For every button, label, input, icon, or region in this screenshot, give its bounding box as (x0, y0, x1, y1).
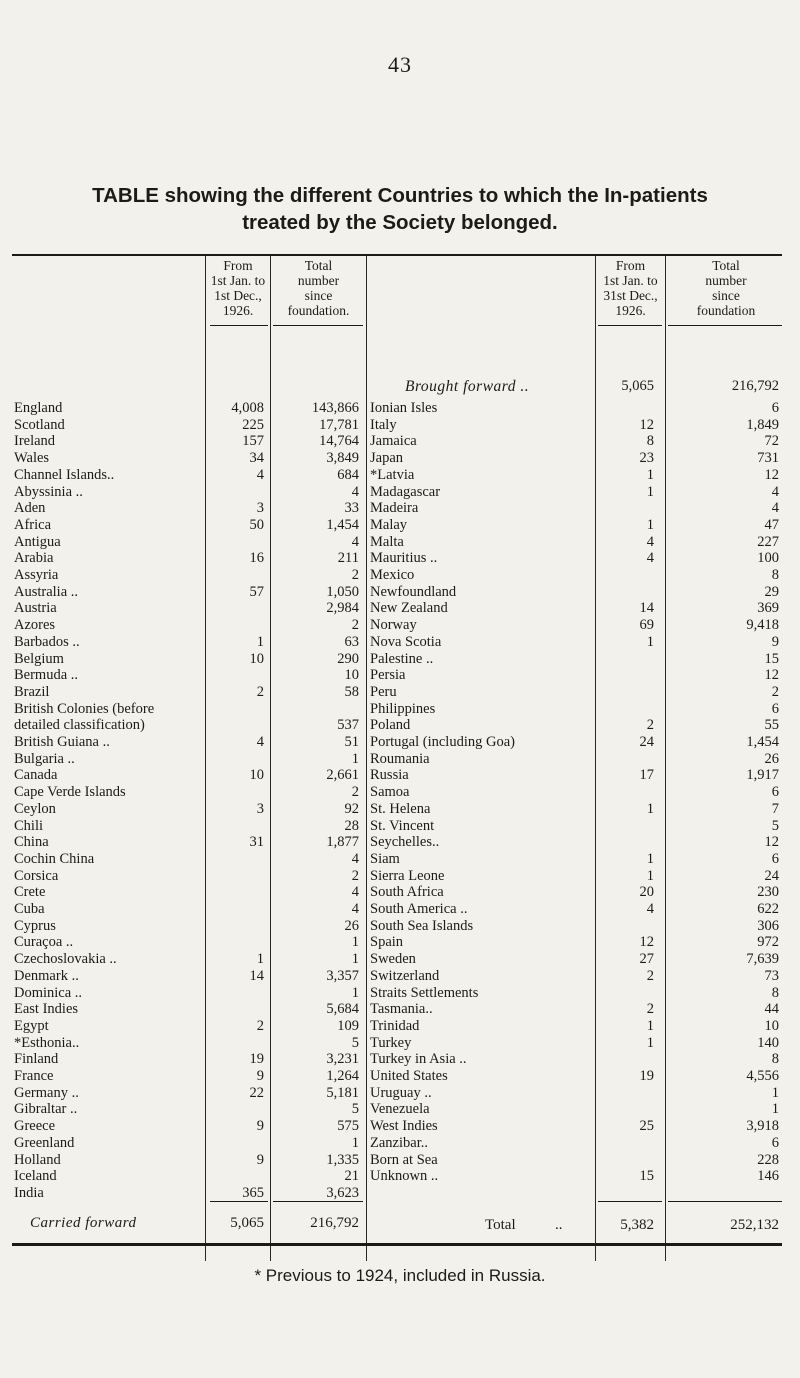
country-name: Bermuda .. (14, 667, 79, 684)
total-count: 684 (337, 466, 359, 483)
country-name: Seychelles.. (370, 834, 440, 851)
year-count: 3 (256, 800, 264, 817)
sum-rule (598, 1201, 662, 1202)
country-name: Unknown .. (370, 1168, 439, 1185)
total-count: 622 (757, 901, 779, 917)
total-count: 8 (771, 984, 779, 1001)
country-name: Bulgaria .. (14, 750, 75, 767)
year-count: 4 (256, 734, 264, 750)
column-divider (366, 256, 367, 1261)
total-count: 47 (764, 516, 779, 533)
sum-rule (210, 1201, 268, 1202)
total-count: 537 (337, 717, 359, 734)
country-name: Mexico (370, 567, 415, 583)
year-count: 20 (639, 884, 654, 901)
total-count: 1,849 (746, 416, 779, 433)
total-count: 44 (764, 1001, 779, 1018)
total-count: 9,418 (746, 617, 779, 634)
country-name: Gibraltar .. (14, 1101, 78, 1118)
country-name: Turkey in Asia .. (370, 1051, 467, 1068)
country-name: *Esthonia.. (14, 1034, 80, 1051)
country-name: Trinidad (370, 1017, 420, 1034)
country-name: Crete (14, 884, 46, 901)
country-name: Zanzibar.. (370, 1134, 428, 1151)
header-underline (210, 325, 268, 326)
country-name: Chili (14, 817, 44, 834)
year-count: 12 (639, 934, 654, 951)
total-count: 4 (351, 901, 359, 917)
year-count: 4 (646, 901, 654, 917)
total-count: 143,866 (311, 400, 359, 416)
header-underline (273, 325, 363, 326)
country-name: Siam (370, 850, 400, 867)
total-count: 4 (771, 483, 779, 500)
country-name: Iceland (14, 1168, 57, 1185)
total-count: 1,917 (746, 767, 779, 784)
total-count: 15 (764, 650, 779, 667)
year-count: 365 (242, 1184, 264, 1201)
year-count: 50 (249, 516, 264, 533)
total-count: 1,264 (326, 1068, 359, 1084)
year-count: 19 (639, 1068, 654, 1084)
country-name: Cochin China (14, 850, 95, 867)
total-count: 8 (771, 567, 779, 583)
total-count: 21 (344, 1168, 359, 1185)
year-count: 69 (639, 617, 654, 634)
country-name: Austria (14, 600, 57, 617)
total-count: 6 (771, 850, 779, 867)
country-name: East Indies (14, 1001, 79, 1018)
year-count: 157 (242, 433, 264, 450)
country-name: Corsica (14, 867, 59, 884)
year-count: 2 (646, 967, 654, 984)
country-name: Philippines (370, 700, 436, 717)
total-count: 26 (344, 917, 359, 934)
year-count: 57 (249, 583, 264, 600)
total-count: 100 (757, 550, 779, 567)
year-count: 25 (639, 1118, 654, 1135)
total-count: 12 (764, 667, 779, 684)
year-count: 14 (249, 967, 264, 984)
total-count: 1 (351, 750, 359, 767)
year-count: 1 (256, 951, 264, 968)
country-name: Curaçoa .. (14, 934, 74, 951)
country-name: China (14, 834, 49, 851)
year-count: 15 (639, 1168, 654, 1185)
header-from-right: From 1st Jan. to 31st Dec., 1926. (603, 258, 658, 318)
total-count: 1 (351, 934, 359, 951)
total-count: 58 (344, 683, 359, 700)
country-name: Cape Verde Islands (14, 784, 126, 801)
sum-rule (273, 1201, 363, 1202)
country-name: Arabia (14, 550, 54, 567)
total-count: 2 (351, 867, 359, 884)
country-name: Channel Islands.. (14, 466, 115, 483)
country-name: Greenland (14, 1134, 75, 1151)
total-count: 6 (771, 784, 779, 801)
total-count: 12 (764, 834, 779, 851)
total-count: 1,877 (326, 834, 359, 851)
country-name: Venezuela (370, 1101, 430, 1118)
country-name: Turkey (370, 1034, 412, 1051)
total-count: 10 (764, 1017, 779, 1034)
country-name: Uruguay .. (370, 1084, 432, 1101)
total-count: 73 (764, 967, 779, 984)
total-count: 109 (337, 1017, 359, 1034)
country-name: Italy (370, 416, 397, 433)
year-count: 4 (646, 550, 654, 567)
footnote: * Previous to 1924, included in Russia. (254, 1266, 546, 1285)
country-name: Peru (370, 683, 397, 700)
year-count: 17 (639, 767, 654, 784)
total-count: 3,623 (326, 1184, 359, 1201)
country-name: Australia .. (14, 583, 79, 600)
year-count: 3 (256, 500, 264, 517)
country-name: Wales (14, 450, 50, 467)
total-count: 33 (344, 500, 359, 517)
total-count: 1 (771, 1101, 779, 1118)
year-count: 1 (646, 516, 654, 533)
country-name: Assyria (14, 567, 59, 583)
total-count: 51 (344, 734, 359, 750)
country-name: Azores (14, 617, 56, 634)
country-name: detailed classification) (14, 717, 145, 734)
country-name: Egypt (14, 1017, 49, 1034)
year-count: 14 (639, 600, 654, 617)
country-name: Malay (370, 516, 408, 533)
total-count: 290 (337, 650, 359, 667)
country-name: Jamaica (370, 433, 417, 450)
country-name: Germany .. (14, 1084, 79, 1101)
country-name: Holland (14, 1151, 61, 1168)
country-name: St. Vincent (370, 817, 435, 834)
year-count: 2 (646, 1001, 654, 1018)
total-count: 28 (344, 817, 359, 834)
total-count: 1,454 (326, 516, 359, 533)
brought-forward-total: 216,792 (731, 378, 779, 394)
year-count: 2 (256, 1017, 264, 1034)
year-count: 4 (646, 533, 654, 550)
year-count: 22 (249, 1084, 264, 1101)
total-count: 2 (351, 617, 359, 634)
year-count: 1 (256, 633, 264, 650)
country-name: South Africa (370, 884, 444, 901)
total-count: 1 (351, 1134, 359, 1151)
country-name: England (14, 400, 63, 416)
year-count: 9 (256, 1151, 264, 1168)
country-name: Persia (370, 667, 406, 684)
total-count: 211 (337, 550, 359, 567)
country-name: Sierra Leone (370, 867, 445, 884)
header-total-right: Total number since foundation (696, 258, 756, 318)
total-count: 10 (344, 667, 359, 684)
country-name: Newfoundland (370, 583, 457, 600)
country-name: United States (370, 1068, 448, 1084)
total-count: 6 (771, 1134, 779, 1151)
total-count: 6 (771, 700, 779, 717)
total-count: 29 (764, 583, 779, 600)
total-count: 972 (757, 934, 779, 951)
country-name: Aden (14, 500, 46, 517)
header-underline (668, 325, 782, 326)
country-name: West Indies (370, 1118, 438, 1135)
carried-forward-label: Carried forward (30, 1215, 137, 1231)
country-name: India (14, 1184, 44, 1201)
year-count: 4,008 (231, 400, 264, 416)
total-count: 4 (771, 500, 779, 517)
total-count: 228 (757, 1151, 779, 1168)
total-count: 227 (757, 533, 779, 550)
year-count: 2 (256, 683, 264, 700)
country-name: British Guiana .. (14, 734, 110, 750)
country-name: Samoa (370, 784, 410, 801)
country-name: France (14, 1068, 54, 1084)
year-count: 1 (646, 850, 654, 867)
year-count: 12 (639, 416, 654, 433)
total-count: 2,661 (326, 767, 359, 784)
total-count: 4 (351, 533, 359, 550)
country-name: *Latvia (370, 466, 415, 483)
total-count: 306 (757, 917, 779, 934)
table-title (0, 182, 800, 236)
country-name: Russia (370, 767, 409, 784)
total-count: 5,684 (326, 1001, 359, 1018)
total-count: 26 (764, 750, 779, 767)
total-count: 92 (344, 800, 359, 817)
country-name: Belgium (14, 650, 64, 667)
total-count: 4 (351, 483, 359, 500)
country-name: St. Helena (370, 800, 431, 817)
year-count: 10 (249, 650, 264, 667)
total-label: Total (485, 1217, 516, 1233)
header-total-left: Total number since foundation. (287, 258, 350, 318)
brought-forward-label: Brought forward .. (405, 378, 530, 395)
country-name: Japan (370, 450, 404, 467)
year-count: 31 (249, 834, 264, 851)
country-name: Barbados .. (14, 633, 80, 650)
country-name: Cuba (14, 901, 45, 917)
country-name: South Sea Islands (370, 917, 474, 934)
country-name: Madagascar (370, 483, 441, 500)
country-name: Norway (370, 617, 417, 634)
total-count: 3,849 (326, 450, 359, 467)
country-name: Canada (14, 767, 58, 784)
country-name: Africa (14, 516, 52, 533)
country-name: Denmark .. (14, 967, 79, 984)
year-count: 9 (256, 1118, 264, 1135)
country-name: Roumania (370, 750, 430, 767)
carried-forward-total: 216,792 (310, 1215, 359, 1231)
total-count: 5 (351, 1034, 359, 1051)
total-count: 230 (757, 884, 779, 901)
country-name: Finland (14, 1051, 59, 1068)
year-count: 19 (249, 1051, 264, 1068)
year-count: 27 (639, 951, 654, 968)
total-count: 63 (344, 633, 359, 650)
total-count: 1,050 (326, 583, 359, 600)
country-name: Dominica .. (14, 984, 83, 1001)
country-name: Straits Settlements (370, 984, 479, 1001)
total-row (370, 1215, 790, 1235)
country-name: Ionian Isles (370, 400, 438, 416)
year-count: 10 (249, 767, 264, 784)
header-from-left: From 1st Jan. to 1st Dec., 1926. (210, 258, 266, 318)
total-count: 5 (351, 1101, 359, 1118)
total-count: 2 (351, 567, 359, 583)
total-count: 2 (351, 784, 359, 801)
year-count: 1 (646, 1034, 654, 1051)
total-count: 1 (351, 951, 359, 968)
total-count: 17,781 (319, 416, 359, 433)
total-count: 4 (351, 850, 359, 867)
total-count: 1 (351, 984, 359, 1001)
year-count: 23 (639, 450, 654, 467)
top-rule (12, 254, 782, 256)
year-count: 1 (646, 633, 654, 650)
year-count: 8 (646, 433, 654, 450)
total-count: 14,764 (319, 433, 359, 450)
country-name: Scotland (14, 416, 65, 433)
total-count: 2,984 (326, 600, 359, 617)
country-name: Madeira (370, 500, 419, 517)
country-name: Malta (370, 533, 404, 550)
year-count: 4 (256, 466, 264, 483)
bottom-rule (12, 1243, 782, 1246)
year-count: 1 (646, 466, 654, 483)
total-count: 6 (771, 400, 779, 416)
year-count: 16 (249, 550, 264, 567)
year-count: 1 (646, 1017, 654, 1034)
country-name: Czechoslovakia .. (14, 951, 117, 968)
year-count: 24 (639, 734, 654, 750)
total-count: 1,335 (326, 1151, 359, 1168)
sum-rule (668, 1201, 782, 1202)
country-name: Palestine .. (370, 650, 434, 667)
country-name: Greece (14, 1118, 56, 1135)
total-count: 7 (771, 800, 779, 817)
year-count: 225 (242, 416, 264, 433)
country-name: Poland (370, 717, 411, 734)
total-count: 3,918 (746, 1118, 779, 1135)
country-name: Brazil (14, 683, 50, 700)
total-grand: 252,132 (730, 1217, 779, 1233)
total-count: 3,357 (326, 967, 359, 984)
title-line-2: treated by the Society belonged. (242, 211, 558, 234)
total-count: 7,639 (746, 951, 779, 968)
total-count: 369 (757, 600, 779, 617)
total-count: 5 (771, 817, 779, 834)
total-count: 12 (764, 466, 779, 483)
header-underline (598, 325, 662, 326)
year-count: 1 (646, 867, 654, 884)
total-count: 9 (771, 633, 779, 650)
year-count: 34 (249, 450, 264, 467)
year-count: 1 (646, 800, 654, 817)
country-name: Switzerland (370, 967, 440, 984)
total-count: 1,454 (746, 734, 779, 750)
title-line-1: TABLE showing the different Countries to which the In-patients (92, 184, 708, 207)
year-count: 1 (646, 483, 654, 500)
total-count: 8 (771, 1051, 779, 1068)
total-dots: .. (555, 1217, 563, 1233)
page-number: 43 (388, 52, 412, 77)
country-name: Mauritius .. (370, 550, 438, 567)
total-count: 55 (764, 717, 779, 734)
total-count: 5,181 (326, 1084, 359, 1101)
total-count: 72 (764, 433, 779, 450)
country-name: New Zealand (370, 600, 448, 617)
country-name: Portugal (including Goa) (370, 734, 515, 750)
total-count: 4 (351, 884, 359, 901)
total-count: 2 (771, 683, 779, 700)
total-count: 4,556 (746, 1068, 779, 1084)
country-name: Sweden (370, 951, 416, 968)
country-name: Tasmania.. (370, 1001, 433, 1018)
country-name: Born at Sea (370, 1151, 438, 1168)
carried-forward-year: 5,065 (230, 1215, 264, 1231)
year-count: 2 (646, 717, 654, 734)
country-name: South America .. (370, 901, 468, 917)
country-name: Nova Scotia (370, 633, 442, 650)
table-row (14, 1183, 366, 1203)
country-name: Antigua (14, 533, 61, 550)
country-name: Ireland (14, 433, 56, 450)
country-name: Ceylon (14, 800, 56, 817)
country-name: Spain (370, 934, 404, 951)
total-count: 731 (757, 450, 779, 467)
total-year: 5,382 (620, 1217, 654, 1233)
total-count: 146 (757, 1168, 779, 1185)
table-row (370, 1166, 785, 1186)
total-count: 1 (771, 1084, 779, 1101)
brought-forward-year: 5,065 (621, 378, 654, 394)
total-count: 3,231 (326, 1051, 359, 1068)
total-count: 140 (757, 1034, 779, 1051)
country-name: Abyssinia .. (14, 483, 83, 500)
year-count: 9 (256, 1068, 264, 1084)
total-count: 575 (337, 1118, 359, 1135)
country-name: British Colonies (before (14, 700, 155, 717)
total-count: 24 (764, 867, 779, 884)
country-name: Cyprus (14, 917, 56, 934)
